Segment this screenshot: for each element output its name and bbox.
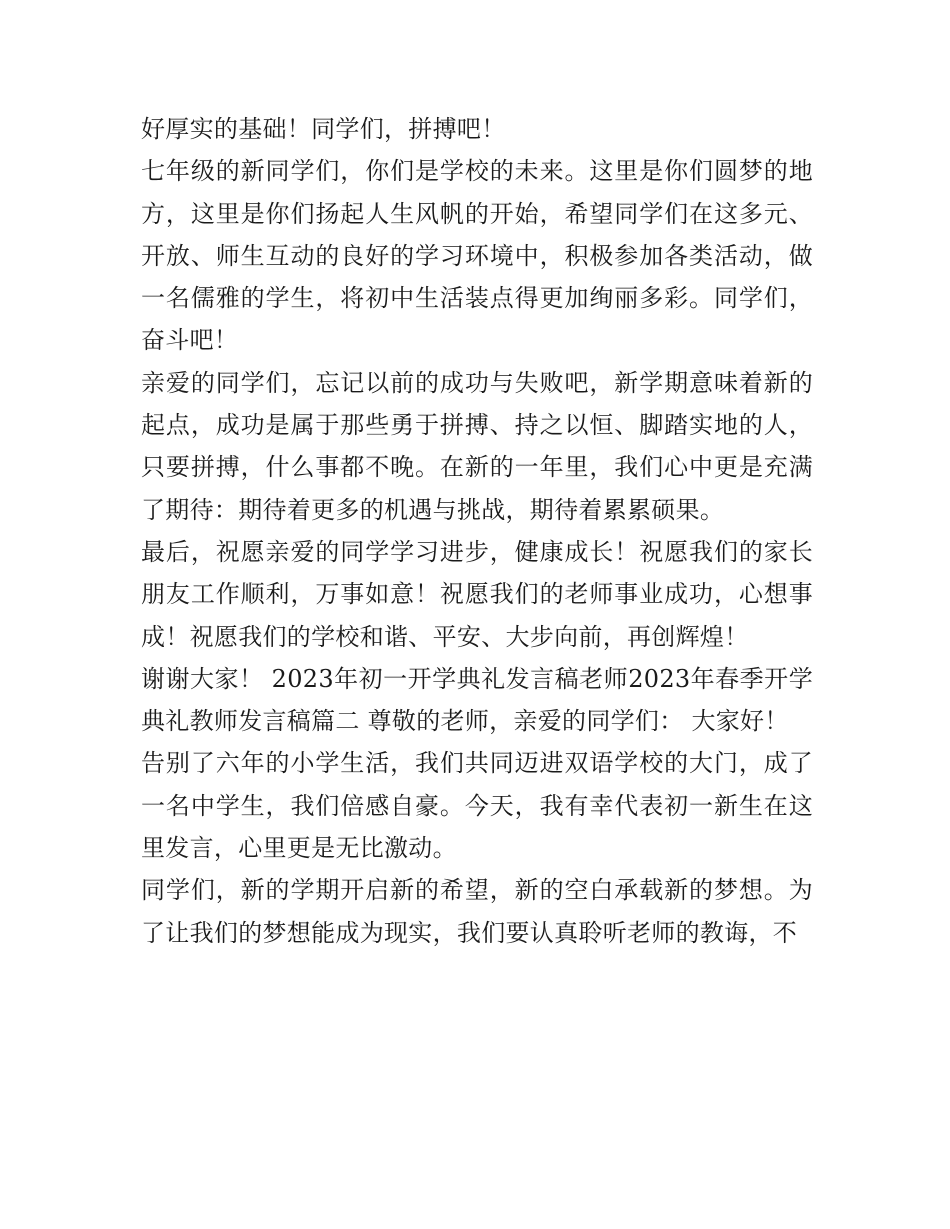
document-body bbox=[141, 108, 813, 954]
paragraph-1: 好厚实的基础！同学们，拼搏吧！ bbox=[141, 115, 506, 143]
paragraph-5: 谢谢大家！ 2023年初一开学典礼发言稿老师2023年春季开学典礼教师发言稿篇二 尊敬的老师，亲爱的同学们： 大家好！ bbox=[141, 664, 813, 736]
paragraph-4: 最后，祝愿亲爱的同学学习进步，健康成长！祝愿我们的家长朋友工作顺利，万事如意！祝愿我们的老师事业成功，心想事成！祝愿我们的学校和谐、平安、大步向前，再创辉煌！ bbox=[141, 537, 813, 651]
paragraph-7: 同学们，新的学期开启新的希望，新的空白承载新的梦想。为了让我们的梦想能成为现实，我们要认真聆听老师的教诲，不 bbox=[141, 876, 813, 947]
paragraph-6: 告别了六年的小学生活，我们共同迈进双语学校的大门，成了一名中学生，我们倍感自豪。今天，我有幸代表初一新生在这里发言，心里更是无比激动。 bbox=[141, 749, 813, 863]
paragraph-2: 七年级的新同学们，你们是学校的未来。这里是你们圆梦的地方，这里是你们扬起人生风帆的开始，希望同学们在这多元、开放、师生互动的良好的学习环境中，积极参加各类活动，做一名儒雅的学生，将初中生活装点得更加绚丽多彩。同学们，奋斗吧！ bbox=[141, 157, 813, 355]
paragraph-3: 亲爱的同学们，忘记以前的成功与失败吧，新学期意味着新的起点，成功是属于那些勇于拼搏、持之以恒、脚踏实地的人，只要拼搏，什么事都不晚。在新的一年里，我们心中更是充满了期待：期待着更多的机遇与挑战，期待着累累硕果。 bbox=[141, 368, 813, 524]
